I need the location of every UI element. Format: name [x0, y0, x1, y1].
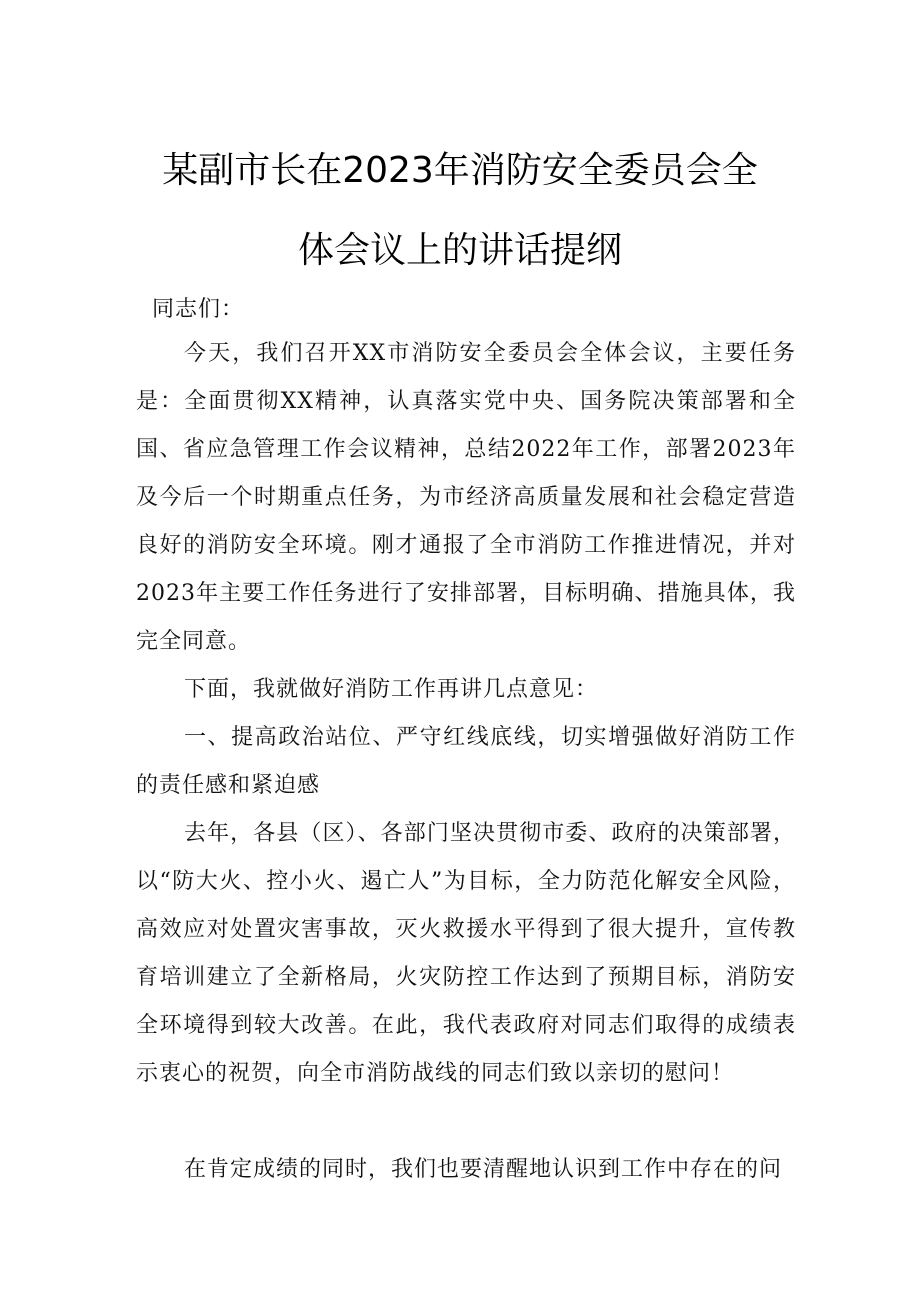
paragraph-achievements: 去年，各县（区）、各部门坚决贯彻市委、政府的决策部署，以“防大火、控小火、遏亡人”为目标，全力防范化解安全风险，高效应对处置灾害事故，灭火救援水平得到了很大提升，宣传教育培训建立了全新格局，火灾防控工作达到了预期目标，消防安全环境得到较大改善。在此，我代表政府对同志们取得的成绩表示衷心的祝贺，向全市消防战线的同志们致以亲切的慰问！ — [136, 821, 796, 1086]
document-title-line-1: 某副市长在2023年消防安全委员会全 — [162, 150, 758, 191]
paragraph-problems: 在肯定成绩的同时，我们也要清醒地认识到工作中存在的问 — [184, 1157, 783, 1182]
section-heading-1: 一、提高政治站位、严守红线底线，切实增强做好消防工作的责任感和紧迫感 — [136, 725, 796, 798]
paragraph-opening: 今天，我们召开XX市消防安全委员会全体会议，主要任务是：全面贯彻XX精神，认真落实党中央、国务院决策部署和全国、省应急管理工作会议精神，总结2022年工作，部署2023年及今后一个时期重点任务，为市经济高质量发展和社会稳定营造良好的消防安全环境。刚才通报了全市消防工作推进情况，并对2023年主要工作任务进行了安排部署，目标明确、措施具体，我完全同意。 — [136, 341, 796, 654]
document-title-line-2: 体会议上的讲话提纲 — [297, 230, 622, 271]
paragraph-transition: 下面，我就做好消防工作再讲几点意见： — [184, 677, 599, 702]
salutation: 同志们： — [152, 297, 245, 322]
